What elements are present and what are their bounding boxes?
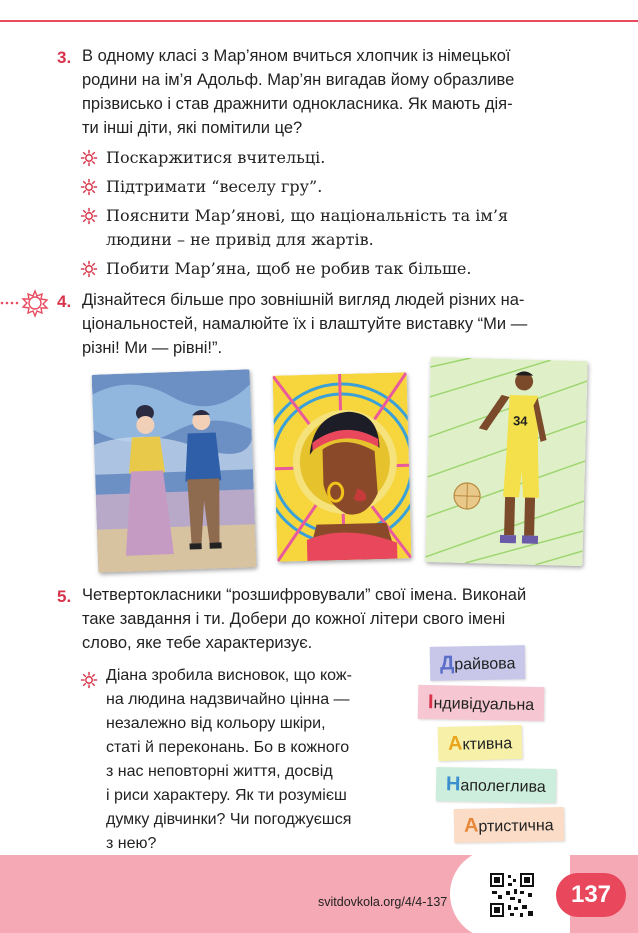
word-first-letter: А (447, 732, 463, 755)
paragraph-line: з нас неповторні життя, досвід (106, 763, 333, 780)
option-text: Пояснити Мар’янові, що національність та ім’я (106, 206, 509, 225)
option-text: людини – не привід для жартів. (106, 230, 374, 249)
word-rest: ртистична (478, 817, 554, 836)
sun-bullet-icon (80, 207, 98, 225)
word-first-letter: А (463, 814, 479, 837)
word-rest: ктивна (462, 735, 513, 754)
task-3-option (80, 204, 508, 252)
option-text: Побити Мар’яна, щоб не робив так більше. (106, 259, 472, 278)
word-first-letter: Д (439, 652, 455, 675)
paragraph-line: Діана зробила висновок, що кож- (106, 667, 352, 684)
task-4-line: ціональностей, намалюйте їх і влаштуйте виставку “Ми — (82, 315, 528, 333)
task-3-line: прізвисько і став дражнити однокласника. Як мають дія- (82, 95, 513, 113)
word-rest: аполеглива (460, 777, 546, 796)
paragraph-line: і риси характеру. Як ти розумієш (106, 787, 347, 804)
word-rest: ндивідуальна (433, 695, 535, 714)
dotted-line-icon (0, 299, 22, 307)
word-card-artystychna (454, 807, 564, 843)
task-5-line: слово, яке тебе характеризує. (82, 634, 313, 652)
paragraph-line: думку дівчинки? Чи погоджуєшся (106, 811, 352, 828)
drawing-basketball-player (425, 357, 587, 566)
drawing-african-woman (273, 372, 412, 561)
top-rule (0, 0, 638, 22)
task-5-line: таке завдання і ти. Добери до кожної літери свого імені (82, 610, 506, 628)
task-3-line: ти інші діти, які помітили це? (82, 119, 303, 137)
resource-link[interactable]: svitdovkola.org/4/4-137 (318, 895, 448, 909)
task-4-number: 4. (57, 292, 72, 311)
task-5-paragraph (106, 664, 352, 856)
word-rest: райвова (454, 655, 516, 674)
task-3-line: В одному класі з Мар’яном вчиться хлопчик із німецької (82, 47, 511, 65)
paragraph-line: статі й переконань. Бо в кожного (106, 739, 350, 756)
paragraph-line: з нею? (106, 835, 157, 852)
word-card-indyvidualna (418, 685, 545, 721)
task-3-option (80, 175, 322, 199)
group-work-icon (20, 288, 50, 318)
task-4-line: різні! Ми — рівні!”. (82, 339, 223, 357)
sun-bullet-icon (80, 260, 98, 278)
task-3-line: родини на ім’я Адольф. Мар’ян вигадав йому образливе (82, 71, 515, 89)
page-number: 137 (556, 873, 626, 917)
paragraph-line: на людина надзвичайно цінна — (106, 691, 350, 708)
task-4-text (82, 288, 527, 360)
jersey-number: 34 (512, 413, 528, 429)
task-3-text (82, 44, 514, 140)
task-5-line: Четвертокласники “розшифровували” свої імена. Виконай (82, 586, 527, 604)
option-text: Поскаржитися вчительці. (106, 148, 326, 167)
task-3-number: 3. (57, 48, 72, 67)
task-3-option (80, 146, 325, 170)
sun-bullet-icon (80, 671, 98, 689)
qr-code-icon[interactable] (488, 871, 536, 919)
task-4-line: Дізнайтеся більше про зовнішній вигляд людей різних на- (82, 291, 525, 309)
task-3-option (80, 257, 471, 281)
task-5-number: 5. (57, 587, 72, 606)
word-card-napolehlyva (436, 767, 556, 803)
word-card-aktyvna (438, 725, 523, 761)
sun-bullet-icon (80, 149, 98, 167)
word-first-letter: І (427, 691, 434, 714)
paragraph-line: незалежно від кольору шкіри, (106, 715, 326, 732)
option-text: Підтримати “веселу гру”. (106, 177, 323, 196)
sun-bullet-icon (80, 178, 98, 196)
drawing-asian-couple (92, 369, 257, 572)
page-footer (0, 855, 638, 933)
word-card-drayvova (430, 645, 526, 681)
word-first-letter: Н (445, 773, 461, 796)
task-5-text (82, 583, 526, 655)
